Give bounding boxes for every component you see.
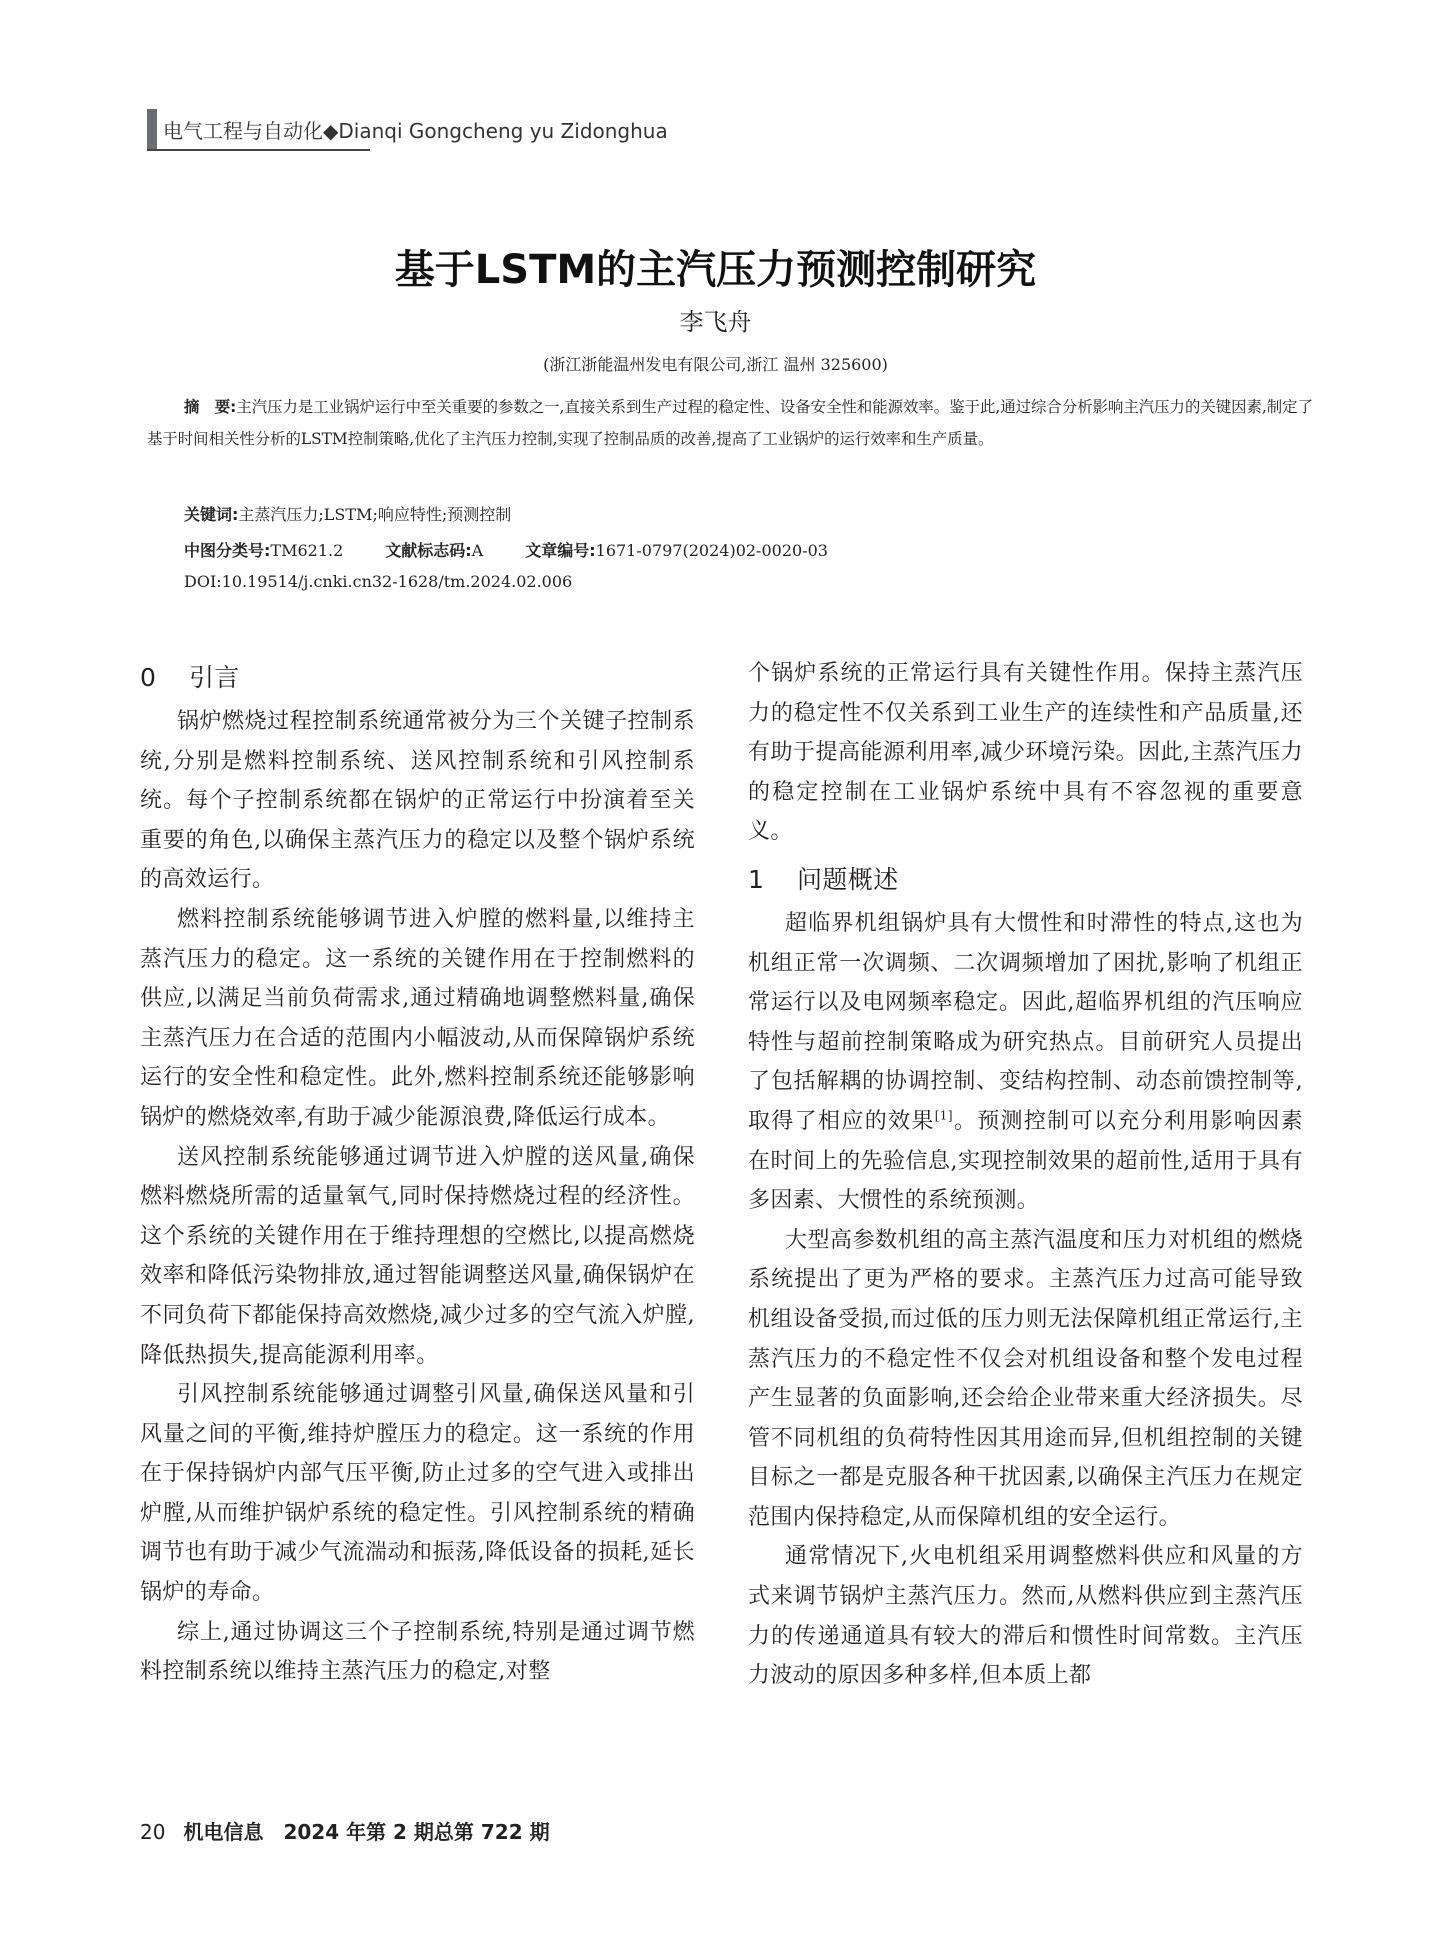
body-paragraph: 通常情况下,火电机组采用调整燃料供应和风量的方式来调节锅炉主蒸汽压力。然而,从燃料供应到主蒸汽压力的传递通道具有较大的滞后和惯性时间常数。主汽压力波动的原因多种多样,但本质上都: [748, 1544, 1303, 1689]
page-number: 20: [140, 1820, 166, 1844]
journal-issue: 机电信息 2024 年第 2 期总第 722 期: [183, 1820, 550, 1844]
right-column: [748, 654, 1303, 1696]
abstract-label: 摘 要:: [184, 398, 237, 416]
doi-value: 10.19514/j.cnki.cn32-1628/tm.2024.02.006: [221, 572, 573, 591]
body-paragraph: [748, 904, 1303, 1221]
section-number: 0: [140, 663, 157, 692]
doi-line: [184, 572, 572, 591]
paper-title: 基于LSTM的主汽压力预测控制研究: [394, 247, 1037, 293]
clc-label: 中图分类号:: [184, 541, 271, 560]
header-bar-mark: [147, 109, 157, 149]
article-no-label: 文章编号:: [525, 541, 596, 560]
running-title: 电气工程与自动化◆Dianqi Gongcheng yu Zidonghua: [163, 119, 668, 143]
clc-value: TM621.2: [270, 541, 344, 560]
body-paragraph: 大型高参数机组的高主蒸汽温度和压力对机组的燃烧系统提出了更为严格的要求。主蒸汽压力过高可能导致机组设备受损,而过低的压力则无法保障机组正常运行,主蒸汽压力的不稳定性不仅会对机组设备和整个发电过程产生显著的负面影响,还会给企业带来重大经济损失。尽管不同机组的负荷特性因其用途而异,但机组控制的关键目标之一都是克服各种干扰因素,以确保主汽压力在规定范围内保持稳定,从而保障机组的安全运行。: [748, 1227, 1303, 1530]
doc-code-label: 文献标志码:: [385, 541, 472, 560]
section-heading-intro: [140, 654, 695, 702]
citation-ref: [1]: [934, 1108, 953, 1123]
body-paragraph: 送风控制系统能够通过调节进入炉膛的送风量,确保燃料燃烧所需的适量氧气,同时保持燃烧过程的经济性。这个系统的关键作用在于维持理想的空燃比,以提高燃烧效率和降低污染物排放,通过智能调整送风量,确保锅炉在不同负荷下都能保持高效燃烧,减少过多的空气流入炉膛,降低热损失,提高能源利用率。: [140, 1144, 695, 1368]
article-no-value: 1671-0797(2024)02-0020-03: [595, 541, 828, 560]
section-number: 1: [748, 864, 765, 894]
author-name: 李飞舟: [679, 308, 752, 336]
section-title: 问题概述: [797, 864, 899, 894]
section-heading-problem: [748, 856, 1303, 904]
paragraph-text: 。预测控制可以充分利用影响因素在时间上的先验信息,实现控制效果的超前性,适用于具有多因素、大惯性的系统预测。: [748, 1108, 1303, 1214]
author-affiliation: (浙江浙能温州发电有限公司,浙江 温州 325600): [543, 355, 888, 374]
page-footer: [140, 1816, 550, 1845]
keywords-text: 主蒸汽压力;LSTM;响应特性;预测控制: [238, 505, 512, 524]
body-paragraph: 锅炉燃烧过程控制系统通常被分为三个关键子控制系统,分别是燃料控制系统、送风控制系统和引风控制系统。每个子控制系统都在锅炉的正常运行中扮演着至关重要的角色,以确保主蒸汽压力的稳定以及整个锅炉系统的高效运行。: [140, 709, 695, 893]
body-paragraph: 综上,通过协调这三个子控制系统,特别是通过调节燃料控制系统以维持主蒸汽压力的稳定,对整: [140, 1619, 695, 1685]
doc-code-value: A: [471, 541, 484, 560]
body-paragraph: 引风控制系统能够通过调整引风量,确保送风量和引风量之间的平衡,维持炉膛压力的稳定。这一系统的作用在于保持锅炉内部气压平衡,防止过多的空气进入或排出炉膛,从而维护锅炉系统的稳定性。引风控制系统的精确调节也有助于减少气流湍动和振荡,降低设备的损耗,延长锅炉的寿命。: [140, 1382, 695, 1606]
keywords-label: 关键词:: [184, 505, 239, 524]
doi-label: DOI:: [184, 572, 222, 591]
header-underline: [147, 149, 370, 151]
section-title: 引言: [189, 663, 240, 692]
abstract-paragraph: [147, 391, 1315, 455]
abstract-block: [147, 391, 1315, 455]
keywords-line: [184, 502, 511, 525]
classification-line: [184, 538, 828, 561]
body-paragraph-continued: 个锅炉系统的正常运行具有关键性作用。保持主蒸汽压力的稳定性不仅关系到工业生产的连续性和产品质量,还有助于提高能源利用率,减少环境污染。因此,主蒸汽压力的稳定控制在工业锅炉系统中具有不容忽视的重要意义。: [748, 661, 1303, 845]
left-column: [140, 654, 695, 1692]
abstract-text: 主汽压力是工业锅炉运行中至关重要的参数之一,直接关系到生产过程的稳定性、设备安全性和能源效率。鉴于此,通过综合分析影响主汽压力的关键因素,制定了基于时间相关性分析的LSTM控制策略,优化了主汽压力控制,实现了控制品质的改善,提高了工业锅炉的运行效率和生产质量。: [147, 398, 1313, 448]
body-paragraph: 燃料控制系统能够调节进入炉膛的燃料量,以维持主蒸汽压力的稳定。这一系统的关键作用在于控制燃料的供应,以满足当前负荷需求,通过精确地调整燃料量,确保主蒸汽压力在合适的范围内小幅波动,从而保障锅炉系统运行的安全性和稳定性。此外,燃料控制系统还能够影响锅炉的燃烧效率,有助于减少能源浪费,降低运行成本。: [140, 906, 695, 1130]
paragraph-text: 超临界机组锅炉具有大惯性和时滞性的特点,这也为机组正常一次调频、二次调频增加了困扰,影响了机组正常运行以及电网频率稳定。因此,超临界机组的汽压响应特性与超前控制策略成为研究热点。目前研究人员提出了包括解耦的协调控制、变结构控制、动态前馈控制等,取得了相应的效果: [748, 910, 1303, 1134]
